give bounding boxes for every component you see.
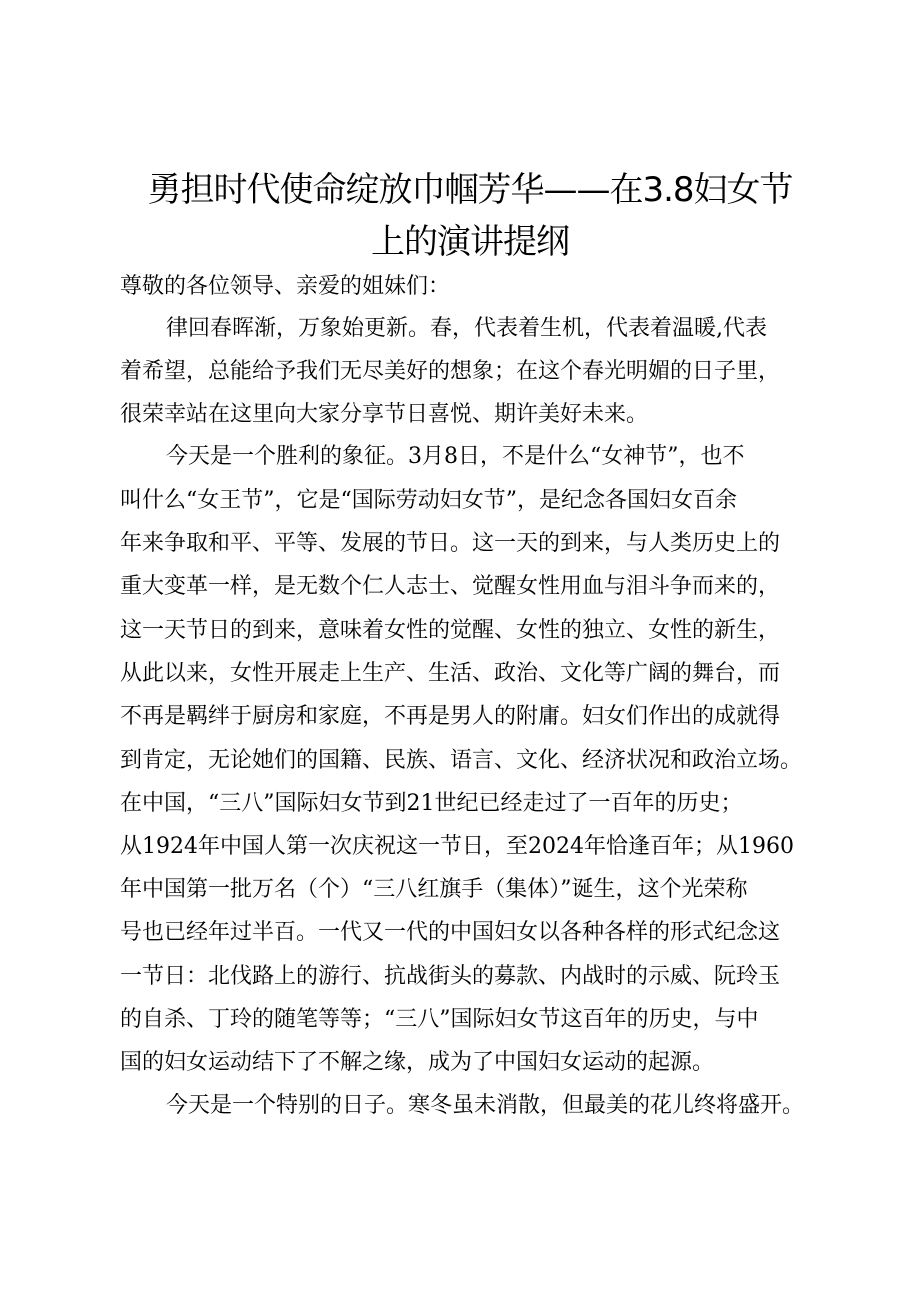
paragraph-2-line-10: 从1924年中国人第一次庆祝这一节日，至2024年恰逢百年；从1960	[120, 834, 794, 859]
paragraph-2-line-8: 到肯定，无论她们的国籍、民族、语言、文化、经济状况和政治立场。	[120, 748, 803, 773]
paragraph-2-line-11: 年中国第一批万名（个）“三八红旗手（集体）”诞生，这个光荣称	[120, 877, 748, 902]
paragraph-2-line-2: 叫什么“女王节”，它是“国际劳动妇女节”，是纪念各国妇女百余	[120, 488, 737, 513]
paragraph-1-line-2: 着希望，总能给予我们无尽美好的想象；在这个春光明媚的日子里，	[120, 359, 781, 384]
paragraph-2-line-7: 不再是羁绊于厨房和家庭，不再是男人的附庸。妇女们作出的成就得	[120, 704, 781, 729]
paragraph-2-line-6: 从此以来，女性开展走上生产、生活、政治、文化等广阔的舞台，而	[120, 661, 781, 686]
paragraph-2-line-1: 今天是一个胜利的象征。3月8日，不是什么“女神节”，也不	[166, 444, 745, 469]
paragraph-1-line-1: 律回春晖渐，万象始更新。春，代表着生机，代表着温暖,代表	[166, 316, 767, 341]
paragraph-2-line-4: 重大变革一样，是无数个仁人志士、觉醒女性用血与泪斗争而来的，	[120, 574, 781, 599]
paragraph-1-line-3: 很荣幸站在这里向大家分享节日喜悦、期许美好未来。	[120, 402, 649, 427]
paragraph-2-line-12: 号也已经年过半百。一代又一代的中国妇女以各种各样的形式纪念这	[120, 920, 781, 945]
paragraph-2-line-9: 在中国，“三八”国际妇女节到21世纪已经走过了一百年的历史；	[120, 791, 743, 816]
paragraph-2-line-14: 的自杀、丁玲的随笔等等；“三八”国际妇女节这百年的历史，与中	[120, 1007, 759, 1032]
paragraph-2-line-15: 国的妇女运动结下了不解之缘，成为了中国妇女运动的起源。	[120, 1050, 715, 1075]
document-title-line-2: 上的演讲提纲	[371, 222, 569, 262]
paragraph-2-line-3: 年来争取和平、平等、发展的节日。这一天的到来，与人类历史上的	[120, 531, 781, 556]
paragraph-2-line-13: 一节日：北伐路上的游行、抗战街头的募款、内战时的示威、阮玲玉	[120, 964, 781, 989]
paragraph-2-line-5: 这一天节日的到来，意味着女性的觉醒、女性的独立、女性的新生，	[120, 618, 781, 643]
paragraph-3-line-1: 今天是一个特别的日子。寒冬虽未消散，但最美的花儿终将盛开。	[166, 1093, 805, 1118]
document-title-line-1: 勇担时代使命绽放巾帼芳华——在3.8妇女节	[147, 170, 793, 210]
salutation: 尊敬的各位领导、亲爱的姐妹们：	[120, 274, 451, 299]
